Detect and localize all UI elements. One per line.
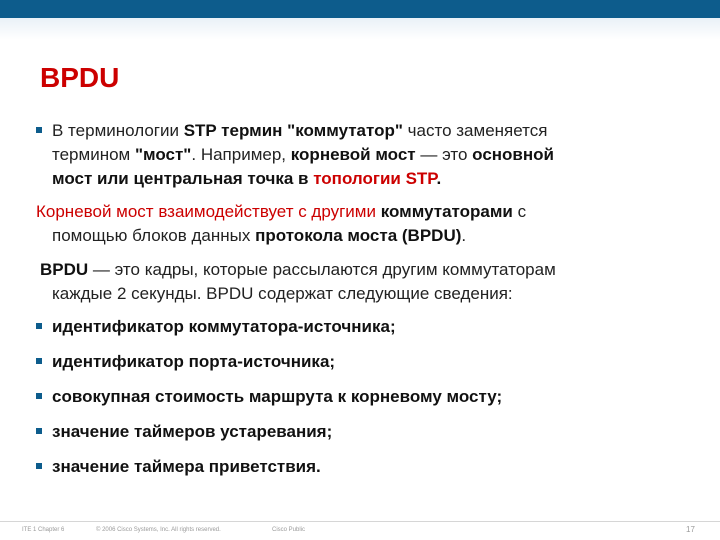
list-item: совокупная стоимость маршрута к корневому мосту; (52, 387, 503, 406)
text-run-bold: BPDU (40, 260, 89, 279)
bullet-square-icon (36, 393, 42, 399)
slide-title: BPDU (40, 62, 120, 93)
text-run: — это кадры, которые рассылаются другим коммутаторам (88, 260, 556, 279)
footer-divider (0, 521, 720, 522)
text-run-bold: корневой мост (290, 145, 416, 164)
footer-chapter: ITE 1 Chapter 6 (22, 527, 65, 533)
bullet-square-icon (36, 127, 42, 133)
bullet-square-icon (36, 323, 42, 329)
list-item: идентификатор коммутатора-источника; (52, 317, 396, 336)
para1-line1 (52, 119, 547, 143)
para1-line3 (52, 167, 441, 191)
text-run: часто заменяется (402, 121, 548, 140)
bullet-square-icon (36, 463, 42, 469)
text-run: с (512, 202, 527, 221)
text-run: В терминологии (52, 121, 184, 140)
text-run: — это (415, 145, 473, 164)
bullet-square-icon (36, 428, 42, 434)
list-item: значение таймера приветствия. (52, 457, 321, 476)
text-run-red: топологии STP (313, 169, 437, 188)
para2-line2 (52, 224, 466, 248)
text-run-bold: коммутаторами (380, 202, 513, 221)
footer-classification: Cisco Public (272, 527, 306, 533)
para2-line1 (36, 200, 526, 224)
header-band (0, 0, 720, 18)
text-run-red: Корневой мост взаимодействует с другими (36, 202, 381, 221)
list-item: значение таймеров устаревания; (52, 422, 333, 441)
text-run-bold: STP термин "коммутатор" (183, 121, 403, 140)
para3-line1 (40, 258, 556, 282)
header-gradient (0, 18, 720, 40)
footer-copyright: © 2006 Cisco Systems, Inc. All rights reserved. (96, 527, 221, 533)
list-item: идентификатор порта-источника; (52, 352, 336, 371)
page-number: 17 (686, 525, 695, 534)
text-run-bold: "мост" (134, 145, 192, 164)
text-run-bold: протокола моста (BPDU) (255, 226, 462, 245)
text-run: . (461, 226, 467, 245)
para1-line2 (52, 143, 554, 167)
text-run-bold: . (436, 169, 442, 188)
text-run: термином (52, 145, 135, 164)
text-run-bold: основной (472, 145, 554, 164)
text-run-bold: мост или центральная точка в (52, 169, 314, 188)
bullet-square-icon (36, 358, 42, 364)
text-run: каждые 2 секунды. BPDU содержат следующие сведения: (52, 284, 513, 303)
para3-line2 (52, 282, 513, 306)
text-run: . Например, (191, 145, 291, 164)
text-run: помощью блоков данных (52, 226, 256, 245)
